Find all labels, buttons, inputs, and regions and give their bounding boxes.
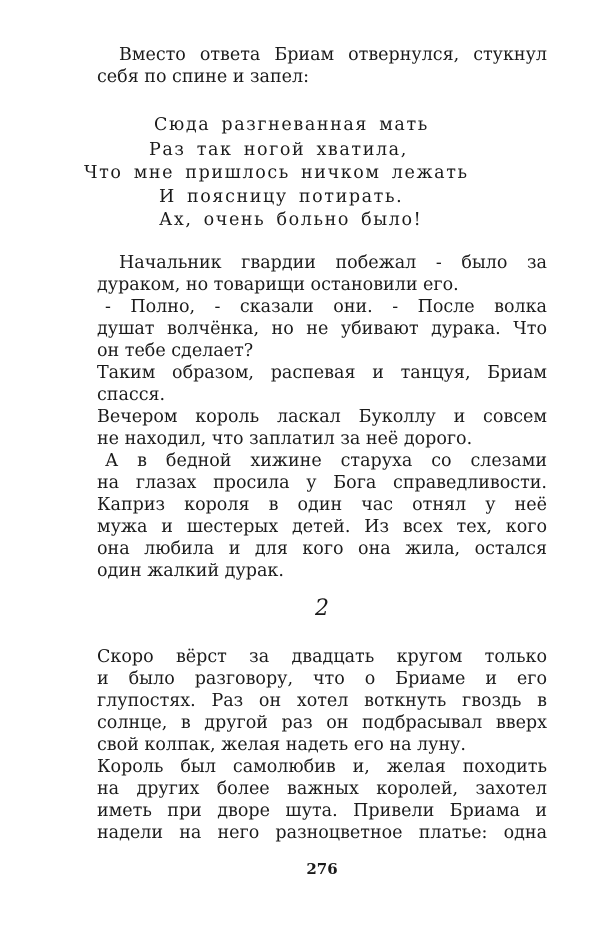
verse-line: Сюда разгневанная мать — [154, 115, 429, 135]
verse-line: Раз так ногой хватила, — [149, 140, 408, 160]
text-line: себя по спине и запел: — [97, 67, 310, 87]
text-line: Каприз короля в один час отнял у неё — [97, 495, 547, 515]
text-line: Вечером король ласкал Буколлу и совсем — [97, 407, 547, 427]
text-line: Вместо ответа Бриам отвернулся, стукнул — [119, 45, 547, 65]
text-line: надели на него разноцветное платье: одна — [97, 823, 547, 843]
text-line: Таким образом, распевая и танцуя, Бриам — [97, 363, 547, 383]
text-line: Скоро вёрст за двадцать кругом только — [97, 647, 547, 667]
page-number: 276 — [306, 860, 338, 878]
text-line: Начальник гвардии побежал - было за — [119, 253, 547, 273]
text-line: А в бедной хижине старуха со слезами — [105, 451, 547, 471]
text-line: на глазах просила у Бога справедливости. — [97, 473, 547, 493]
text-line: не находил, что заплатил за неё дорого. — [97, 429, 473, 449]
text-line: душат волчёнка, но не убивают дурака. Что — [97, 319, 547, 339]
text-line: на других более важных королей, захотел — [97, 779, 547, 799]
verse-line: И поясницу потирать. — [159, 187, 404, 207]
text-line: свой колпак, желая надеть его на луну. — [97, 735, 466, 755]
section-number: 2 — [315, 596, 329, 621]
text-line: один жалкий дурак. — [97, 561, 284, 581]
verse-line: Ах, очень больно было! — [159, 210, 423, 230]
verse-line: Что мне пришлось ничком лежать — [84, 163, 469, 183]
text-line: мужа и шестерых детей. Из всех тех, кого — [97, 517, 547, 537]
text-line: Король был самолюбив и, желая походить — [97, 757, 547, 777]
text-line: он тебе сделает? — [97, 341, 254, 361]
text-line: солнце, в другой раз он подбрасывал вверх — [97, 713, 547, 733]
text-line: и было разговору, что о Бриаме и его — [97, 669, 547, 689]
text-line: - Полно, - сказали они. - После волка — [105, 297, 547, 317]
text-line: иметь при дворе шута. Привели Бриама и — [97, 801, 547, 821]
text-line: глупостях. Раз он хотел воткнуть гвоздь в — [97, 691, 547, 711]
text-line: она любила и для кого она жила, остался — [97, 539, 547, 559]
text-line: спасся. — [97, 385, 166, 405]
text-line: дураком, но товарищи остановили его. — [97, 275, 459, 295]
